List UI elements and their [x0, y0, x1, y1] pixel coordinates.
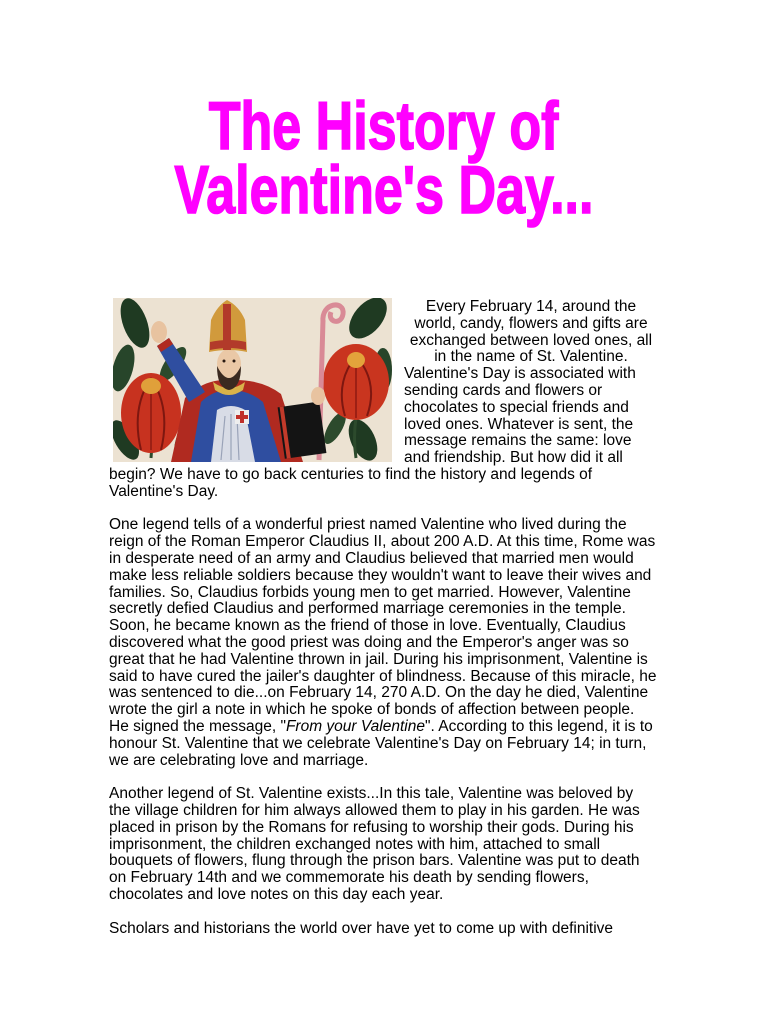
page-title-row-1 — [0, 88, 768, 164]
hand-holding-crozier — [311, 387, 325, 405]
text-line: exchanged between loved ones, all — [409, 331, 653, 349]
saint-valentine-painting — [113, 298, 392, 462]
text-line: bouquets of flowers, flung through the prison bars. Valentine was put to death — [109, 852, 640, 870]
text-line: chocolates and love notes on this day each year. — [109, 885, 444, 903]
text-line: Every February 14, around the — [425, 298, 637, 315]
text-line: Valentine's Day is associated with — [404, 365, 636, 383]
paragraph-garden-legend — [109, 786, 709, 904]
page-title-row-2 — [0, 152, 768, 228]
flower-stem — [355, 418, 357, 458]
text-line: chocolates to special friends and — [404, 398, 629, 416]
text-segment: He signed the message, " — [109, 717, 286, 735]
text-line: Another legend of St. Valentine exists...In this tale, Valentine was beloved by — [109, 785, 634, 803]
cross-icon — [236, 415, 248, 419]
text-line: One legend tells of a wonderful priest named Valentine who lived during the — [109, 516, 627, 534]
text-segment: ". According to this legend, it is to — [424, 717, 653, 735]
page-title — [0, 88, 768, 228]
text-line: we are celebrating love and marriage. — [109, 751, 369, 769]
raised-hand — [151, 321, 167, 343]
text-line: on February 14th and we commemorate his death by sending flowers, — [109, 869, 589, 887]
article-body — [109, 467, 709, 954]
text-line: Scholars and historians the world over have yet to come up with definitive — [109, 919, 614, 937]
text-line: make less reliable soldiers because they wouldn't want to leave their wives and — [109, 566, 652, 584]
painting-svg — [113, 298, 392, 462]
text-line: in the name of St. Valentine. — [434, 348, 628, 366]
page-title-line-1: The History of — [209, 88, 559, 164]
text-line: honour St. Valentine that we celebrate Valentine's Day on February 14; in turn, — [109, 734, 647, 752]
text-line: the village children for him always allowed them to play in his garden. He was — [109, 801, 640, 819]
right-red-flower — [323, 344, 389, 420]
text-line: loved ones. Whatever is sent, the — [404, 415, 634, 433]
text-line: in desperate need of an army and Claudius believed that married men would — [109, 549, 634, 567]
text-line: and friendship. But how did it all — [404, 449, 623, 467]
text-line: wrote the girl a note in which he spoke of bonds of affection between people. — [109, 701, 635, 719]
italic-signature: From your Valentine — [285, 717, 425, 735]
flower-center — [347, 352, 365, 368]
eye — [233, 360, 236, 363]
text-line: placed in prison by the Romans for refusing to worship their gods. During his — [109, 818, 634, 836]
text-line: world, candy, flowers and gifts are — [414, 314, 648, 332]
left-red-flower — [121, 373, 181, 453]
text-line: begin? We have to go back centuries to find the history and legends of — [109, 466, 593, 483]
text-line: reign of the Roman Emperor Claudius II, about 200 A.D. At this time, Rome was — [109, 533, 656, 551]
flower-center — [141, 378, 161, 394]
text-line-with-italic — [109, 719, 709, 736]
text-line: Soon, he became known as the friend of those in love. Eventually, Claudius — [109, 617, 626, 635]
text-line: message remains the same: love — [404, 432, 632, 450]
text-line: said to have cured the jailer's daughter of blindness. Because of this miracle, he — [109, 667, 657, 685]
book — [278, 401, 327, 458]
text-line: discovered what the good priest was doing and the Emperor's anger was so — [109, 633, 629, 651]
text-line: secretly defied Claudius and performed marriage ceremonies in the temple. — [109, 600, 626, 618]
page-title-line-2: Valentine's Day... — [174, 152, 594, 228]
text-line: imprisonment, the children exchanged notes with him, attached to small — [109, 835, 601, 853]
paragraph-scholars — [109, 921, 709, 938]
text-line: Valentine's Day. — [109, 482, 219, 500]
text-line: sending cards and flowers or — [404, 381, 603, 399]
intro-wrap-column — [404, 299, 658, 467]
paragraph-intro-continued — [109, 467, 709, 501]
paragraph-claudius-legend — [109, 517, 709, 769]
text-line: families. So, Claudius forbids young men to get married. However, Valentine — [109, 583, 631, 601]
text-line: great that he had Valentine thrown in jail. During his imprisonment, Valentine is — [109, 650, 648, 668]
eye — [223, 360, 226, 363]
text-line: was sentenced to die...on February 14, 270 A.D. On the day he died, Valentine — [109, 684, 649, 702]
